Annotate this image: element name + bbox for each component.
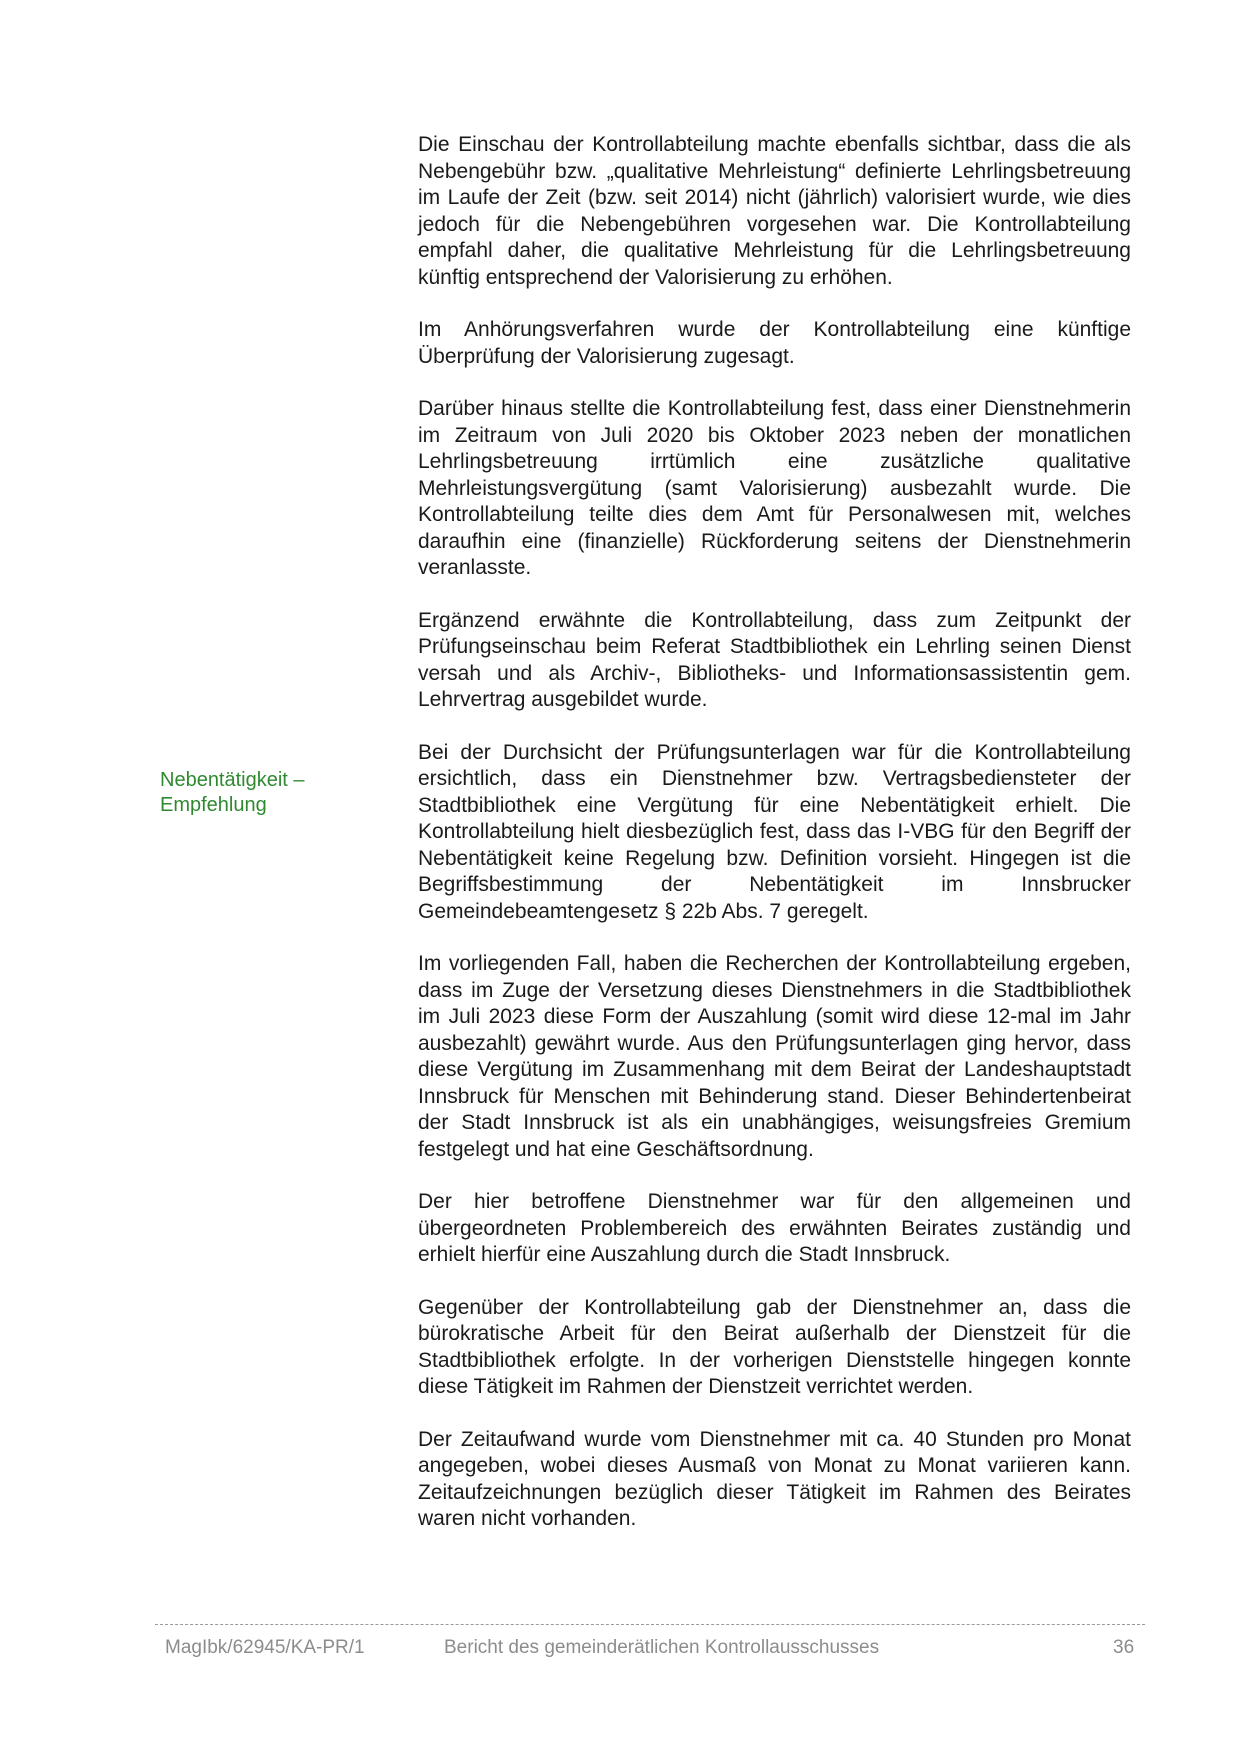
footer-divider bbox=[155, 1624, 1145, 1625]
margin-note-line2: Empfehlung bbox=[160, 794, 267, 816]
footer-title: Bericht des gemeinderätlichen Kontrollausschusses bbox=[444, 1637, 880, 1658]
paragraph-anhoerungsverfahren: Im Anhörungsverfahren wurde der Kontrollabteilung eine künftige Überprüfung der Valorisierung zugesagt. bbox=[418, 318, 1131, 368]
paragraph-rueckforderung: Darüber hinaus stellte die Kontrollabteilung fest, dass einer Dienstnehmerin im Zeitraum von Juli 2020 bis Oktober 2023 neben der monatlichen Lehrlingsbetreuung irrtümlich eine zusätzliche qualitative Mehrleistungsvergütung (samt Valorisierung) ausbezahlt wurde. Die Kontrollabteilung teilte dies dem Amt für Personalwesen mit, welches daraufhin eine (finanzielle) Rückforderung seitens der Dienstnehmerin veranlasste. bbox=[418, 397, 1131, 579]
paragraph-nebentaetigkeit: Bei der Durchsicht der Prüfungsunterlagen war für die Kontrollabteilung ersichtlich, dass ein Dienstnehmer bzw. Vertragsbediensteter der Stadtbibliothek eine Vergütung für eine Nebentätigkeit erhielt. Die Kontrollabteilung hielt diesbezüglich fest, dass das I-VBG für den Begriff der Nebentätigkeit keine Regelung bzw. Definition vorsieht. Hingegen ist die Begriffsbestimmung der Nebentätigkeit im Innsbrucker Gemeindebeamtengesetz § 22b Abs. 7 geregelt. bbox=[418, 740, 1131, 923]
paragraph-problembereich: Der hier betroffene Dienstnehmer war für den allgemeinen und übergeordneten Problembereich des erwähnten Beirates zuständig und erhielt hierfür eine Auszahlung durch die Stadt Innsbruck. bbox=[418, 1190, 1131, 1266]
paragraph-lehrling: Ergänzend erwähnte die Kontrollabteilung, dass zum Zeitpunkt der Prüfungseinschau beim Referat Stadtbibliothek ein Lehrling seinen Dienst versah und als Archiv-, Bibliotheks- und Informationsassistentin gem. Lehrvertrag ausgebildet wurde. bbox=[418, 608, 1131, 711]
page-number: 36 bbox=[1113, 1637, 1135, 1658]
paragraph-dienstzeit: Gegenüber der Kontrollabteilung gab der Dienstnehmer an, dass die bürokratische Arbeit für den Beirat außerhalb der Dienstzeit für die Stadtbibliothek erfolgte. In der vorherigen Dienststelle hingegen konnte diese Tätigkeit im Rahmen der Dienstzeit verrichtet werden. bbox=[418, 1295, 1131, 1398]
paragraph-valorisierung: Die Einschau der Kontrollabteilung machte ebenfalls sichtbar, dass die als Nebengebühr bzw. „qualitative Mehrleistung“ definierte Lehrlingsbetreuung im Laufe der Zeit (bzw. seit 2014) nicht (jährlich) valorisiert wurde, wie dies jedoch für die Nebengebühren vorgesehen war. Die Kontrollabteilung empfahl daher, die qualitative Mehrleistung für die Lehrlingsbetreuung künftig entsprechend der Valorisierung zu erhöhen. bbox=[418, 133, 1131, 289]
paragraph-recherchen: Im vorliegenden Fall, haben die Recherchen der Kontrollabteilung ergeben, dass im Zuge der Versetzung dieses Dienstnehmers in die Stadtbibliothek im Juli 2023 diese Form der Auszahlung (somit wird diese 12-mal im Jahr ausbezahlt) gewährt wurde. Aus den Prüfungsunterlagen ging hervor, dass diese Vergütung im Zusammenhang mit dem Beirat der Landeshauptstadt Innsbruck für Menschen mit Behinderung stand. Dieser Behindertenbeirat der Stadt Innsbruck ist als ein unabhängiges, weisungsfreies Gremium festgelegt und hat eine Geschäftsordnung. bbox=[418, 952, 1131, 1161]
margin-note-line1: Nebentätigkeit – bbox=[160, 769, 305, 791]
margin-note bbox=[160, 768, 360, 818]
paragraph-zeitaufwand: Der Zeitaufwand wurde vom Dienstnehmer mit ca. 40 Stunden pro Monat angegeben, wobei dieses Ausmaß von Monat zu Monat variieren kann. Zeitaufzeichnungen bezüglich dieser Tätigkeit im Rahmen des Beirates waren nicht vorhanden. bbox=[418, 1427, 1131, 1530]
footer-reference: MagIbk/62945/KA-PR/1 bbox=[165, 1637, 365, 1658]
body-text bbox=[418, 132, 1131, 1559]
